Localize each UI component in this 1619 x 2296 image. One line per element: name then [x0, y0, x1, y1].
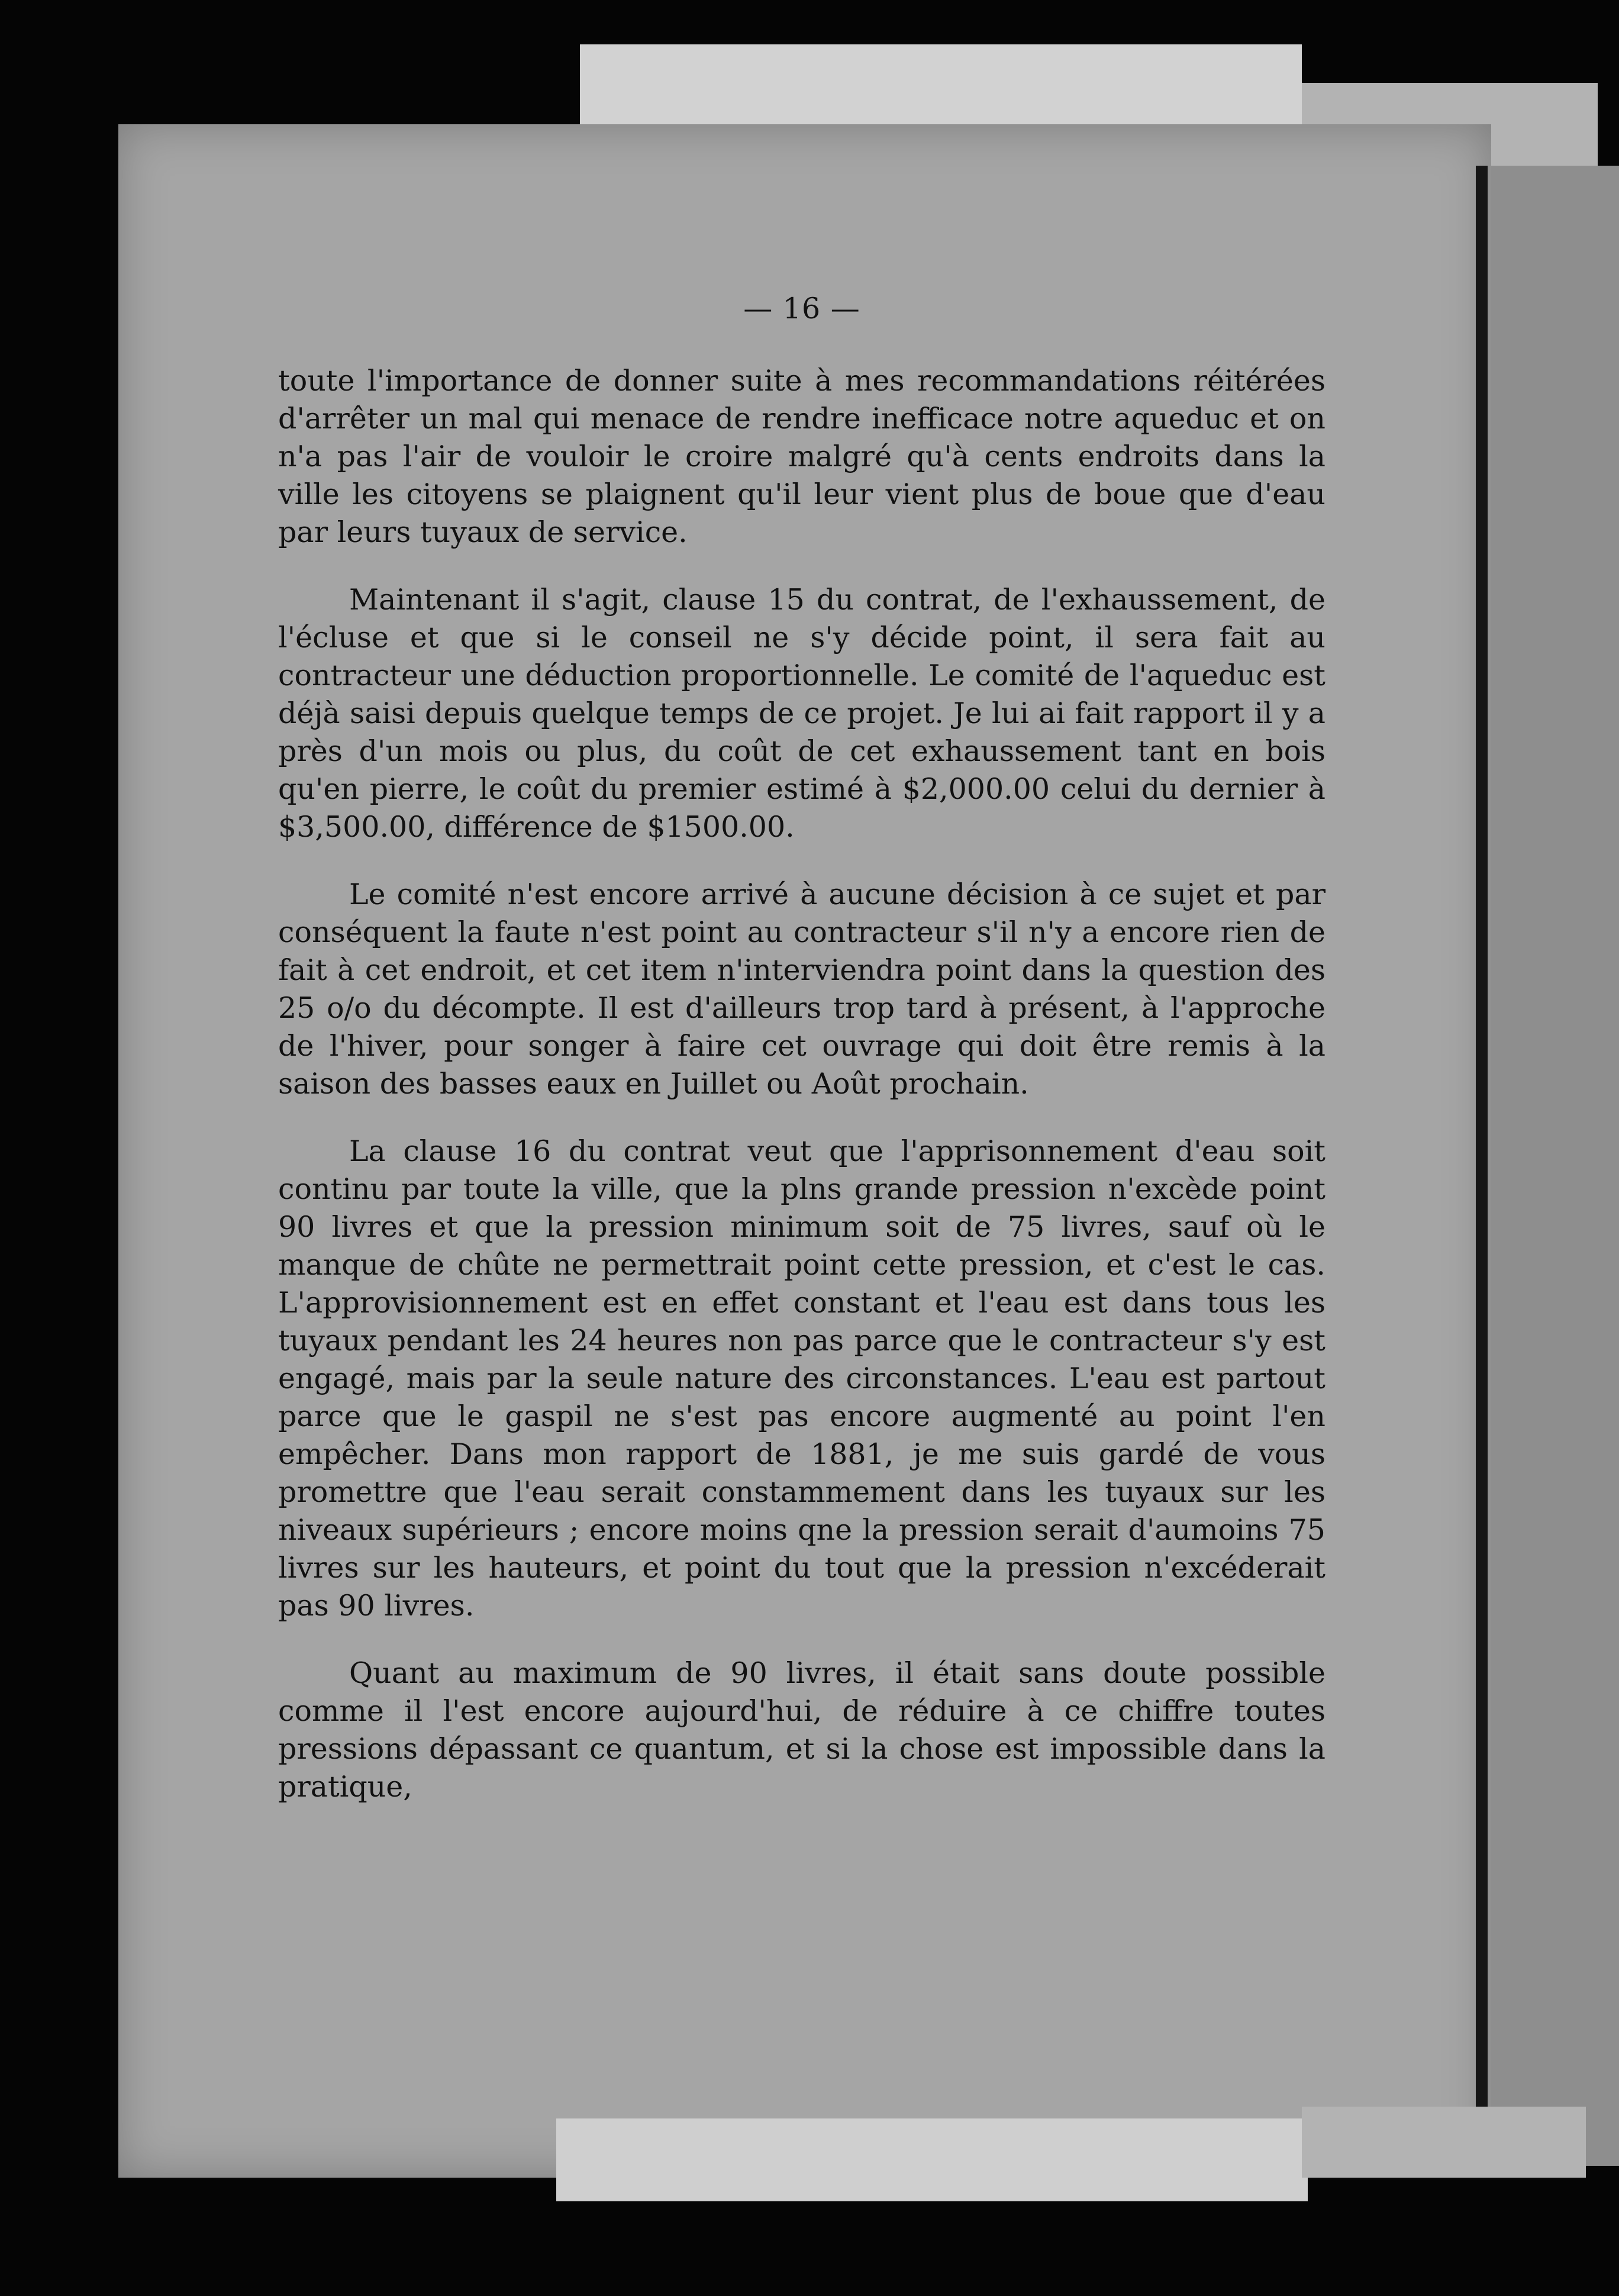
paragraph-5: Quant au maximum de 90 livres, il était sans doute possible comme il l'est encore aujourd'hui, de réduire à ce chiffre toutes pressions dépassant ce quantum, et si la chose est impossible dans la pratique,	[278, 1656, 1325, 1804]
paragraph-4: La clause 16 du contrat veut que l'apprisonnement d'eau soit continu par toute la ville, que la plns grande pression n'excède point 90 livres et que la pression minimum soit de 75 livres, sauf où le manque de chûte ne permettrait point cette pression, et c'est le cas. L'approvisionnement est en effet constant et l'eau est dans tous les tuyaux pendant les 24 heures non pas parce que le contracteur s'y est engagé, mais par la seule nature des circonstances. L'eau est partout parce que le gaspil ne s'est pas encore augmenté au point l'en empêcher. Dans mon rapport de 1881, je me suis gardé de vous promettre que l'eau serait constammement dans les tuyaux sur les niveaux supérieurs ; encore moins qne la pression serait d'aumoins 75 livres sur les hauteurs, et point du tout que la pression n'excéderait pas 90 livres.	[278, 1134, 1325, 1623]
page-text-column	[278, 290, 1325, 1836]
facing-page-edge	[1491, 166, 1619, 2166]
page-number: — 16 —	[743, 292, 860, 325]
paragraph-1: toute l'importance de donner suite à mes recommandations réitérées d'arrêter un mal qui menace de rendre inefficace notre aqueduc et on n'a pas l'air de vouloir le croire malgré qu'à cents endroits dans la ville les citoyens se plaignent qu'il leur vient plus de boue que d'eau par leurs tuyaux de service.	[278, 364, 1325, 549]
paragraph-3: Le comité n'est encore arrivé à aucune décision à ce sujet et par conséquent la faute n'est point au contracteur s'il n'y a encore rien de fait à cet endroit, et cet item n'interviendra point dans la question des 25 o/o du décompte. Il est d'ailleurs trop tard à présent, à l'approche de l'hiver, pour songer à faire cet ouvrage qui doit être remis à la saison des basses eaux en Juillet ou Août prochain.	[278, 878, 1325, 1101]
paper-strip-bottom-right	[1302, 2107, 1586, 2178]
paper-strip-top	[580, 44, 1302, 133]
book-spine-shadow	[1476, 166, 1488, 2148]
paper-strip-bottom	[556, 2118, 1308, 2201]
paragraph-2: Maintenant il s'agit, clause 15 du contrat, de l'exhaussement, de l'écluse et que si le conseil ne s'y décide point, il sera fait au contracteur une déduction proportionnelle. Le comité de l'aqueduc est déjà saisi depuis quelque temps de ce projet. Je lui ai fait rapport il y a près d'un mois ou plus, du coût de cet exhaussement tant en bois qu'en pierre, le coût du premier estimé à $2,000.00 celui du dernier à $3,500.00, différence de $1500.00.	[278, 583, 1325, 844]
